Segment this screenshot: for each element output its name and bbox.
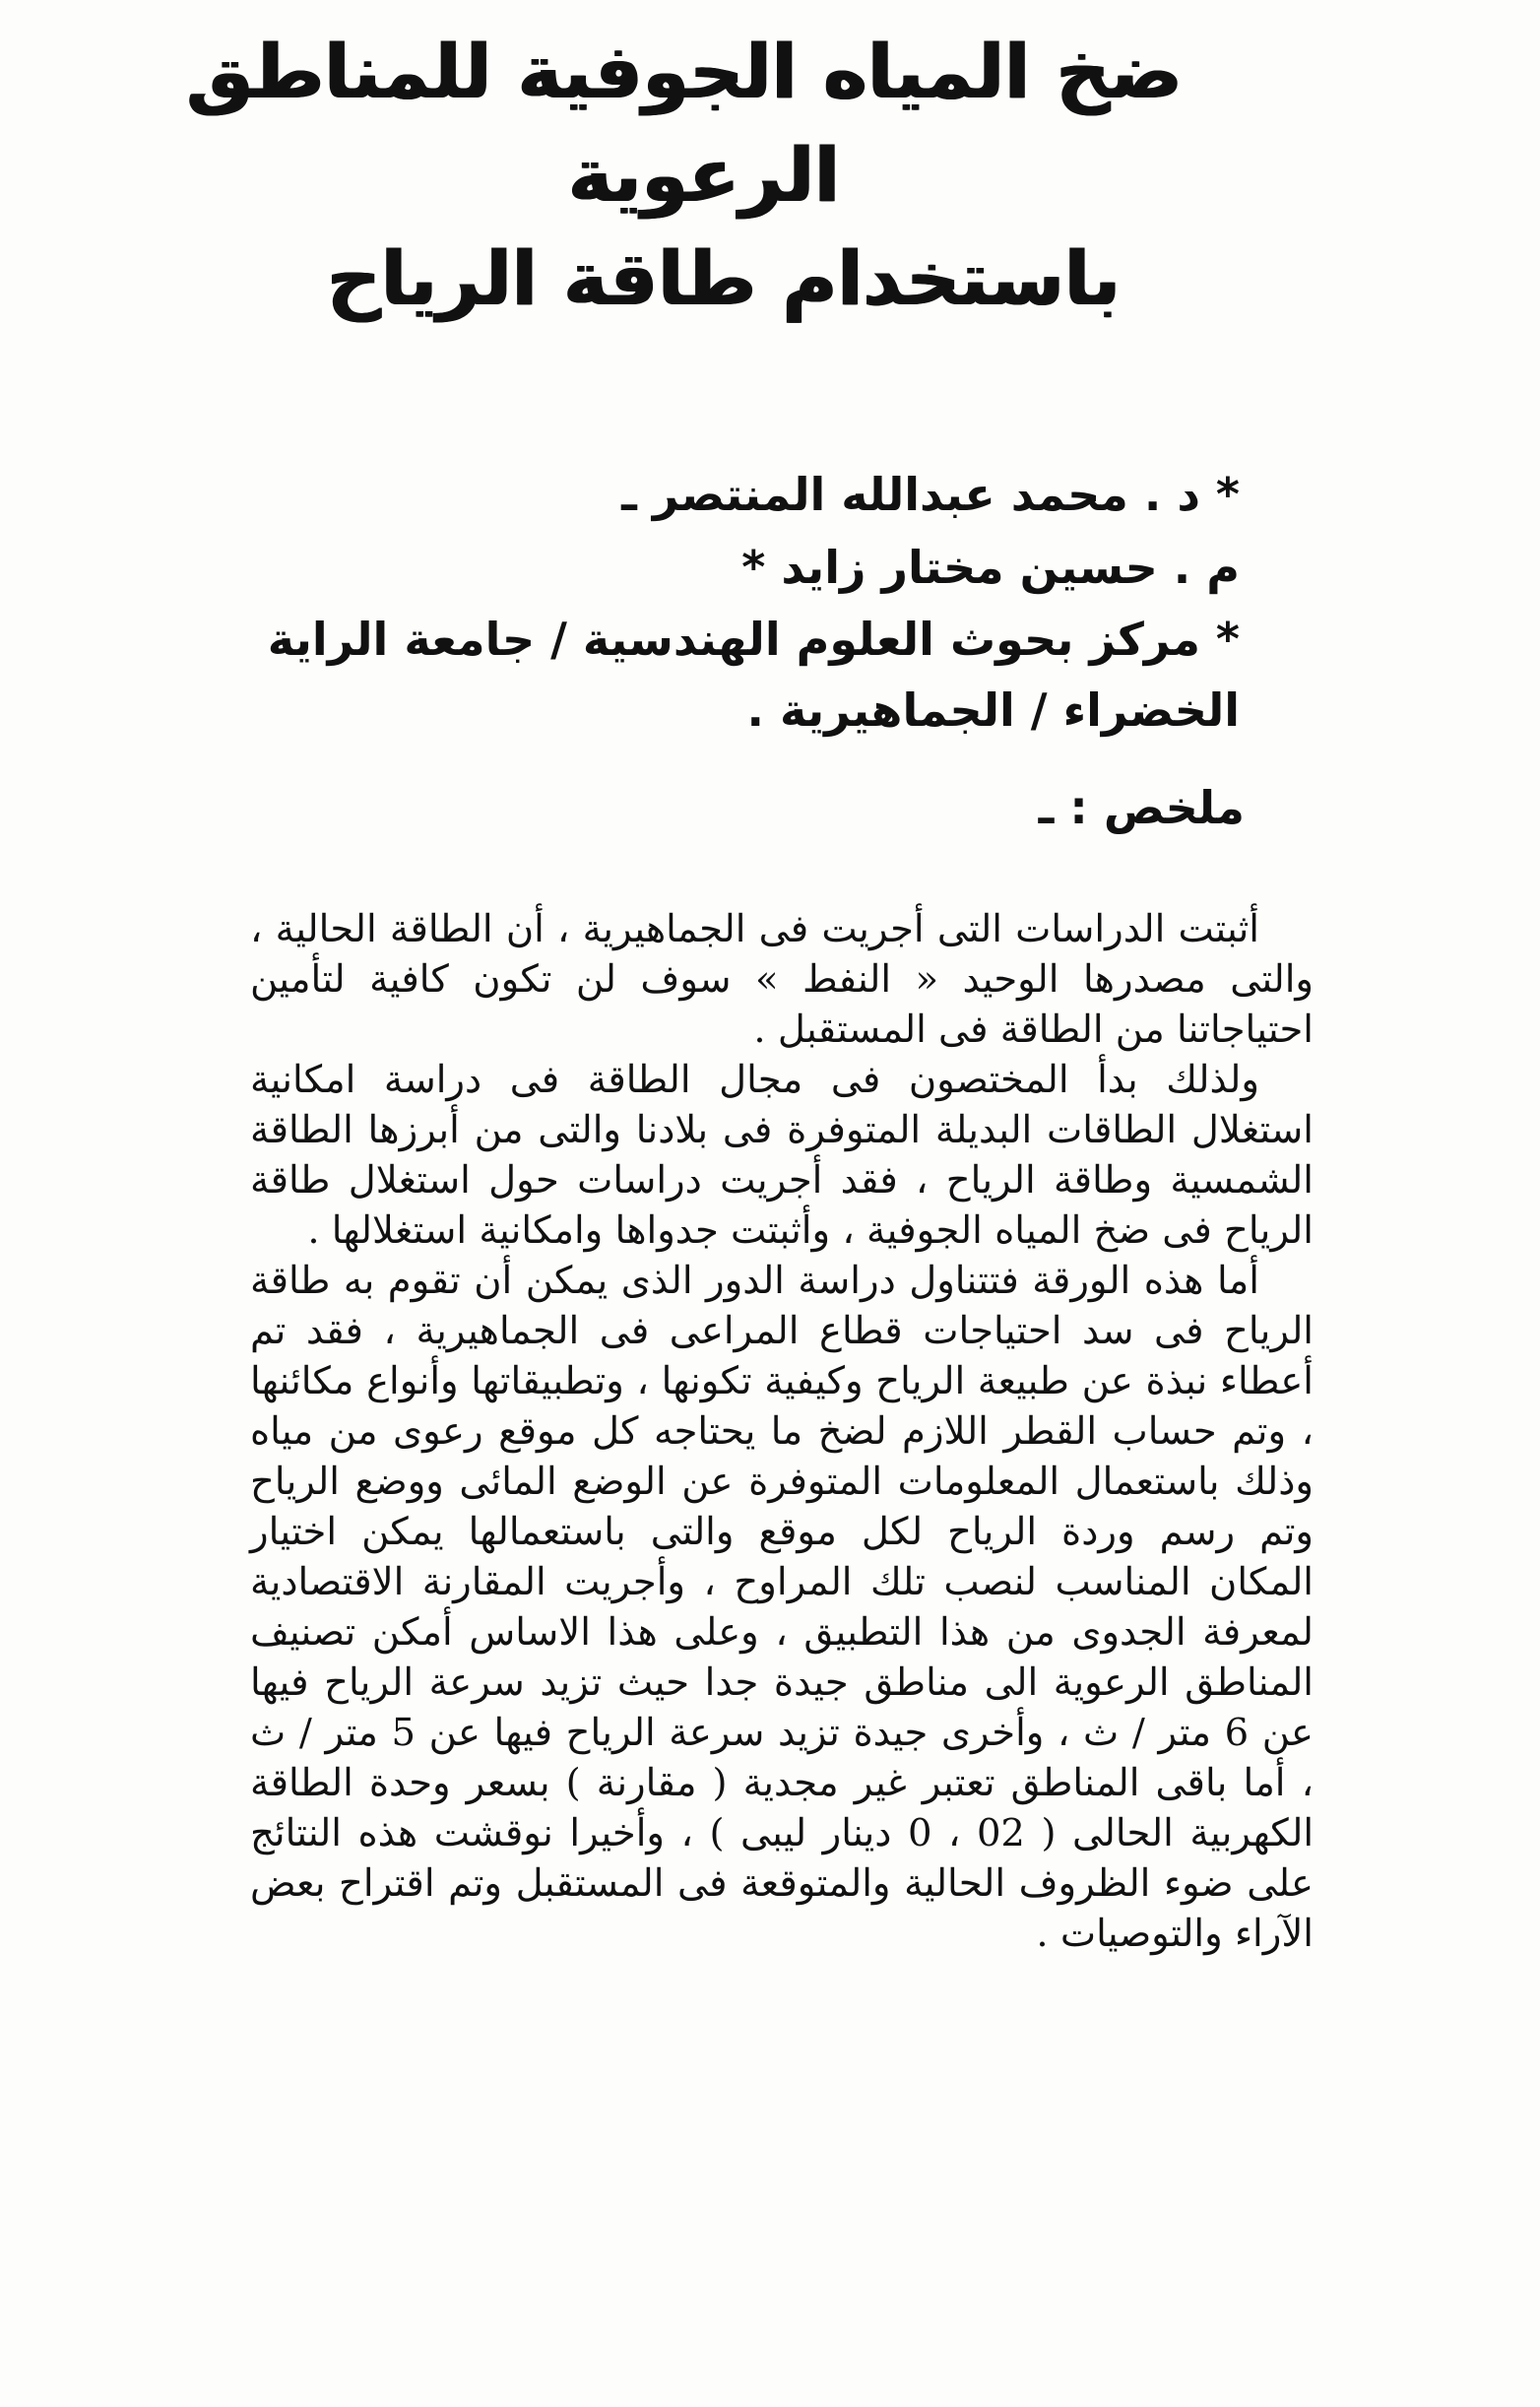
title-line-1: ضخ المياه الجوفية للمناطق (186, 28, 1183, 115)
title-line-3: باستخدام طاقة الرياح (327, 234, 1121, 322)
affiliation-line-1: * مركز بحوث العلوم الهندسية / جامعة الراية (267, 613, 1240, 666)
authors-block (137, 458, 1240, 746)
document-title (128, 20, 1241, 330)
author-1: * د . محمد عبدالله المنتصر ـ (621, 468, 1240, 521)
title-line-2: الرعوية (567, 131, 841, 219)
affiliation-line-2: الخضراء / الجماهيرية . (746, 683, 1240, 737)
abstract-paragraph-3: أما هذه الورقة فتتناول دراسة الدور الذى يمكن أن تقوم به طاقة الرياح فى سد احتياجات قطاع المراعى فى الجماهيرية ، فقد تم أعطاء نبذة عن طبيعة الرياح وكيفية تكونها ، وتطبيقاتها وأنواع مكائنها ، وتم حساب القطر اللازم لضخ ما يحتاجه كل موقع رعوى من مياه وذلك باستعمال المعلومات المتوفرة عن الوضع المائى ووضع الرياح وتم رسم وردة الرياح لكل موقع والتى باستعمالها يمكن اختيار المكان المناسب لنصب تلك المراوح ، وأجريت المقارنة الاقتصادية لمعرفة الجدوى من هذا التطبيق ، وعلى هذا الاساس أمكن تصنيف المناطق الرعوية الى مناطق جيدة جدا حيث تزيد سرعة الرياح فيها عن 6 متر / ث ، وأخرى جيدة تزيد سرعة الرياح فيها عن 5 متر / ث ، أما باقى المناطق تعتبر غير مجدية ( مقارنة ) بسعر وحدة الطاقة الكهربية الحالى ( 02 ، 0 دينار ليبى ) ، وأخيرا نوقشت هذه النتائج على ضوء الظروف الحالية والمتوقعة فى المستقبل وتم اقتراح بعض الآراء والتوصيات . (250, 1259, 1315, 1956)
abstract-body (250, 904, 1314, 1959)
abstract-paragraph-1: أثبتت الدراسات التى أجريت فى الجماهيرية ، أن الطاقة الحالية ، والتى مصدرها الوحيد « النفط » سوف لن تكون كافية لتأمين احتياجاتنا من الطاقة فى المستقبل . (250, 907, 1314, 1052)
author-2: م . حسين مختار زايد * (741, 541, 1240, 594)
abstract-paragraph-2: ولذلك بدأ المختصون فى مجال الطاقة فى دراسة امكانية استغلال الطاقات البديلة المتوفرة فى بلادنا والتى من أبرزها الطاقة الشمسية وطاقة الرياح ، فقد أجريت دراسات حول استغلال طاقة الرياح فى ضخ المياه الجوفية ، وأثبتت جدواها وامكانية استغلالها . (250, 1058, 1314, 1253)
abstract-heading: ملخص : ـ (1038, 781, 1245, 834)
